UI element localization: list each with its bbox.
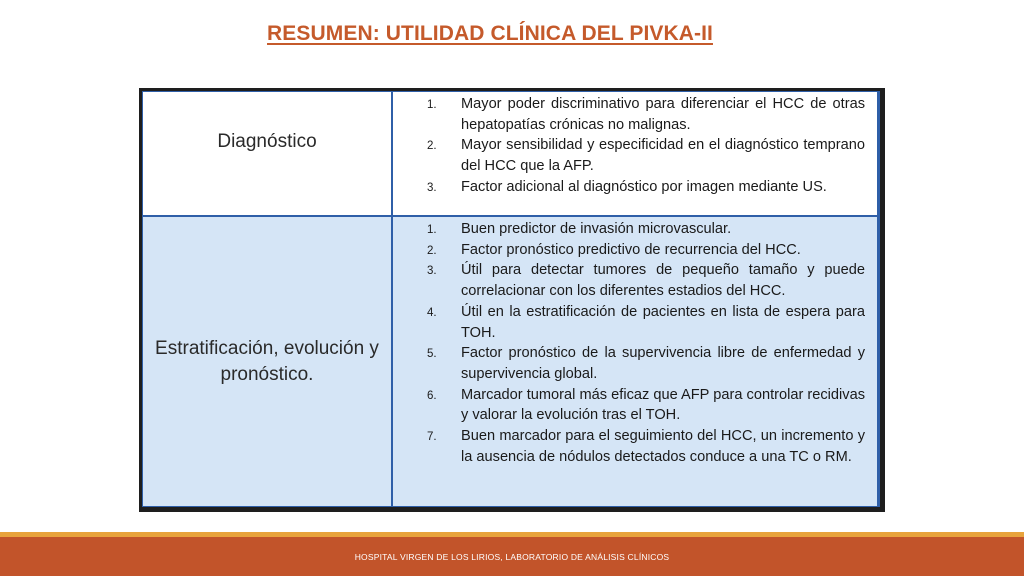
list-item (427, 302, 865, 343)
item-text: Buen marcador para el seguimiento del HCC, un incremento y la ausencia de nódulos detectados conduce a una TC o RM. (461, 428, 865, 465)
item-number: 2. (427, 140, 437, 153)
list-item (427, 240, 865, 261)
summary-table (139, 88, 885, 512)
item-text: Factor pronóstico predictivo de recurrencia del HCC. (461, 241, 801, 258)
row-label-text: Estratificación, evolución y pronóstico. (155, 337, 379, 385)
list-item (427, 177, 865, 198)
item-text: Buen predictor de invasión microvascular. (461, 221, 732, 237)
item-text: Marcador tumoral más eficaz que AFP para controlar recidivas y valorar la evolución tras el TOH. (461, 386, 865, 424)
item-number: 1. (427, 99, 437, 111)
table-row-estratificacion (143, 217, 879, 506)
item-text: Factor pronóstico de la supervivencia libre de enfermedad y supervivencia global. (461, 345, 865, 382)
list-item (427, 94, 865, 135)
row-items-diagnostico (393, 92, 879, 215)
list-item (427, 260, 865, 301)
footer-bar (0, 537, 1024, 576)
item-number: 3. (427, 265, 437, 278)
item-number: 1. (427, 224, 437, 236)
item-number: 4. (427, 306, 437, 319)
list-item (427, 343, 865, 384)
row-items-estratificacion (393, 217, 879, 506)
list-item (427, 385, 865, 426)
item-text: Útil en la estratificación de pacientes en lista de espera para TOH. (461, 303, 865, 341)
item-number: 5. (427, 348, 437, 361)
item-number: 7. (427, 431, 437, 444)
row-label-estratificacion (143, 217, 393, 506)
footer-text: HOSPITAL VIRGEN DE LOS LIRIOS, LABORATORIO DE ANÁLISIS CLÍNICOS (354, 551, 670, 562)
slide-title: RESUMEN: UTILIDAD CLÍNICA DEL PIVKA-II (267, 22, 713, 45)
item-text: Mayor poder discriminativo para diferenciar el HCC de otras hepatopatías crónicas no malignas. (461, 96, 865, 133)
item-text: Mayor sensibilidad y especificidad en el diagnóstico temprano del HCC que la AFP. (461, 137, 865, 175)
item-text: Útil para detectar tumores de pequeño tamaño y puede correlacionar con los diferentes estadios del HCC. (461, 262, 865, 300)
item-number: 3. (427, 181, 437, 194)
list-item (427, 135, 865, 176)
row-label-diagnostico: Diagnóstico (143, 92, 393, 215)
item-text: Factor adicional al diagnóstico por imagen mediante US. (461, 178, 827, 195)
item-number: 6. (427, 389, 437, 402)
table-row-diagnostico (143, 92, 879, 217)
list-item (427, 426, 865, 467)
item-number: 2. (427, 244, 437, 257)
list-item (427, 219, 865, 240)
summary-table-inner (142, 91, 880, 507)
